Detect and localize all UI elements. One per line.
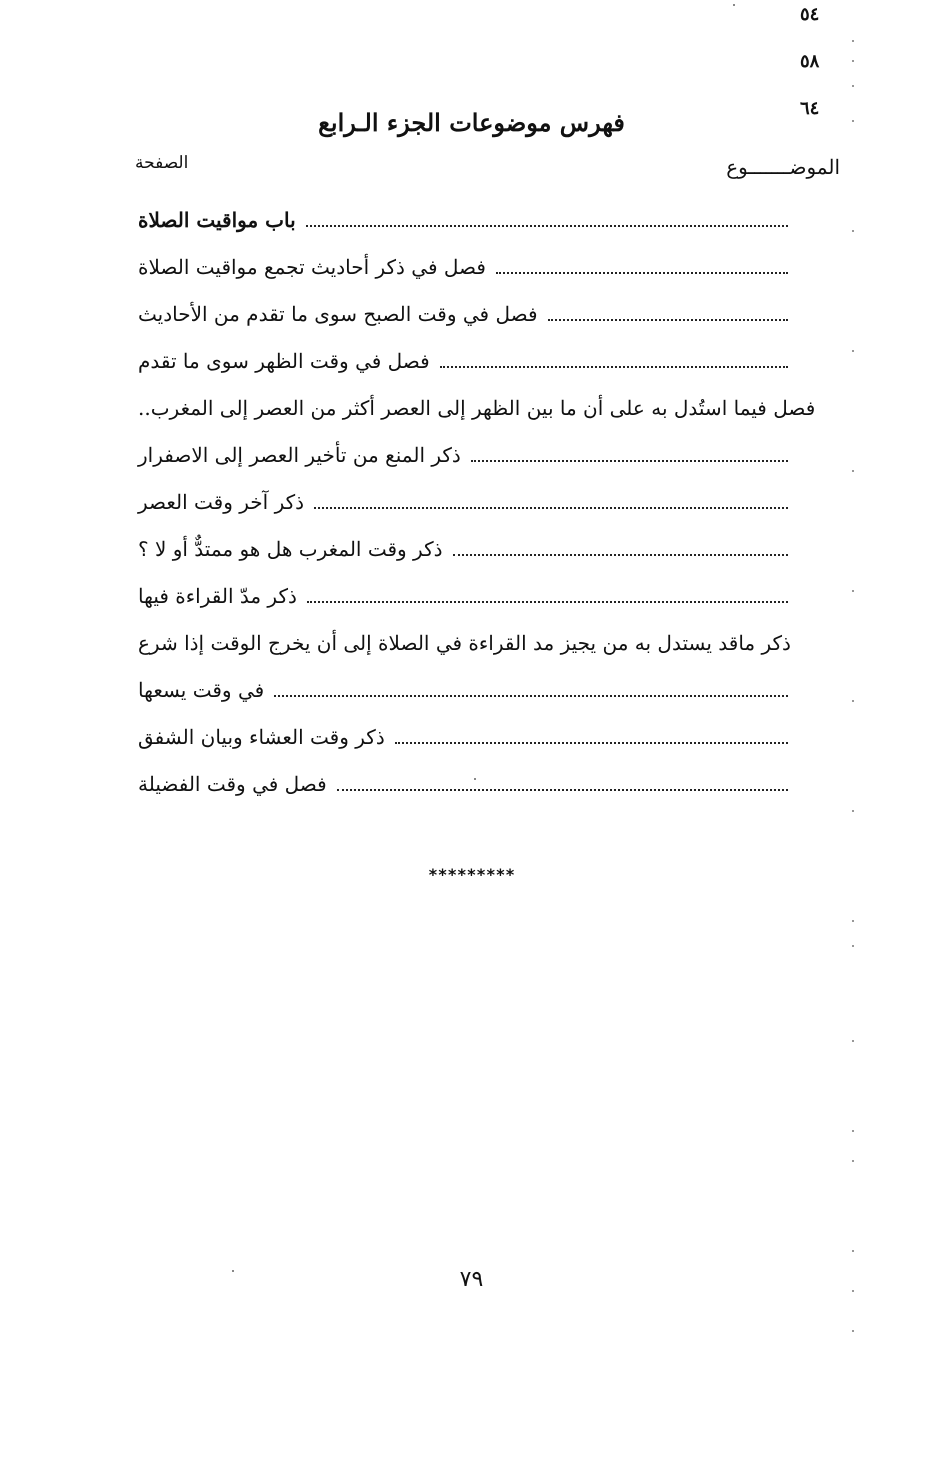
toc-entry-title: فصل في ذكر أحاديث تجمع مواقيت الصلاة	[138, 254, 486, 279]
section-separator: *********	[428, 865, 515, 884]
dot-leader	[496, 272, 788, 274]
dot-leader	[453, 554, 788, 556]
column-headers	[130, 155, 840, 185]
dot-leader	[306, 225, 788, 227]
page-column-header: الصفحة	[135, 153, 189, 173]
toc-entry	[130, 243, 840, 290]
toc-entry-title: ذكر وقت المغرب هل هو ممتدٌّ أو لا ؟	[138, 536, 443, 561]
toc-entry-title: فصل في وقت الظهر سوى ما تقدم	[138, 348, 430, 373]
toc-entry	[130, 196, 840, 243]
scan-speck	[733, 4, 735, 6]
toc-entry-page: ٥٨	[800, 51, 820, 72]
toc-entry-title: ذكر المنع من تأخير العصر إلى الاصفرار	[138, 442, 461, 467]
page-number: ٧٩	[459, 1267, 484, 1292]
dot-leader	[471, 460, 788, 462]
toc-entry-title: باب مواقيت الصلاة	[138, 207, 296, 232]
toc-entry-title: ذكر وقت العشاء وبيان الشفق	[138, 724, 385, 749]
scan-speck	[474, 778, 476, 780]
toc-entry-title: في وقت يسعها	[138, 677, 265, 702]
toc-entry	[130, 478, 840, 525]
toc-entry-title: فصل فيما استُدل به على أن ما بين الظهر إلى العصر أكثر من العصر إلى المغرب..	[138, 395, 816, 420]
toc-entry	[130, 572, 840, 619]
toc-entry	[130, 384, 840, 431]
toc-entry-title: ذكر ماقد يستدل به من يجيز مد القراءة في الصلاة إلى أن يخرج الوقت إذا شرع	[138, 630, 791, 655]
toc-entry	[130, 619, 840, 666]
dot-leader	[337, 789, 788, 791]
scan-speck	[232, 1270, 234, 1272]
dot-leader	[307, 601, 788, 603]
dot-leader	[548, 319, 788, 321]
toc-entry	[130, 290, 840, 337]
toc-entry	[130, 525, 840, 572]
toc-entry-title: فصل في وقت الفضيلة	[138, 771, 327, 796]
toc-entry-title: ذكر آخر وقت العصر	[138, 489, 305, 514]
toc-entry	[130, 431, 840, 478]
toc-entry	[130, 337, 840, 384]
dot-leader	[395, 742, 788, 744]
page-title: فهرس موضوعات الجزء الـرابع	[318, 108, 625, 137]
toc-entry-page: ٦٤	[800, 98, 820, 119]
toc-entry-page: ٥٤	[800, 4, 820, 25]
dot-leader	[314, 507, 788, 509]
topic-column-header: الموضـــــــوع	[726, 155, 840, 179]
dot-leader	[274, 695, 788, 697]
toc-entry-title: ذكر مدّ القراءة فيها	[138, 583, 297, 608]
scan-margin-dots	[852, 0, 856, 1371]
toc-entry-title: فصل في وقت الصبح سوى ما تقدم من الأحاديث	[138, 301, 538, 326]
dot-leader	[440, 366, 788, 368]
